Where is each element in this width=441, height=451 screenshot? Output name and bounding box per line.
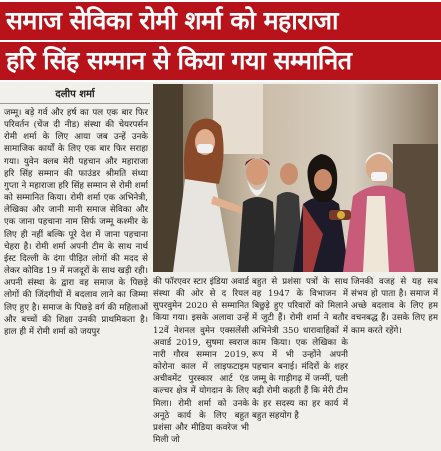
article-column-a <box>153 276 249 451</box>
article-column-c <box>351 276 438 451</box>
article-column-b <box>252 276 348 451</box>
article-column-left <box>4 107 148 451</box>
award-ceremony-illustration <box>153 84 438 272</box>
article-text-c: जिनकी वजह से यह सब संभव हो पाता है। समाज में अच्छे बदलाव के लिए हम वचनबद्ध हैं। उसके लिए हम काम करते रहेंगे। <box>351 277 438 336</box>
news-photo <box>153 84 438 272</box>
headline-line-1: समाज सेविका रोमी शर्मा को महाराजा <box>0 2 441 40</box>
article-text-left: जम्मू। बड़े गर्व और हर्ष का पल एक बार फिर परिवर्तन (चेंज दी नीड) संस्था की चेयरपर्सन रोमी शर्मा के लिए आया जब उन्हें उनके सामाजिक कार्यों के लिए एक बार फिर सराहा गया। युवेन क्लब मेरी पहचान और महाराजा हरि सिंह सम्मान की फाउंडर श्रीमति संध्या गुप्ता ने महाराजा हरि सिंह सम्मान से रोमी शर्मा को सम्मानित किया। रोमी शर्मा एक अभिनेत्री, लेखिका और जानी मानी समाज सेविका और एक जाना पहचाना नाम सिर्फ जम्मू कश्मीर के लिए ही नहीं बल्कि पूरे देश में जाना पहचाना चेहरा है। रोमी शर्मा अपनी टीम के साथ नार्थ ईस्ट दिल्ली के दंगा पीड़ित लोगों की मदद से लेकर कोविड 19 में मजदूरों के साथ खड़ी रही। अपनी संस्था के द्वारा वह समाज के पिछड़े लोगों की जिंदगीयों में बदलाव लाने का जिम्मा लिए हुए है। समाज के पिछड़े वर्ग की महिलाओं और बच्चों की शिक्षा उनकी प्राथमिकता है। हाल ही में रोमी शर्मा को जयपुर <box>4 108 148 337</box>
headline-block <box>0 0 441 82</box>
article-text-b: बहुत से प्रशंसा पत्रों के साथ वह 1947 के विभाजन में बिछुड़े हुए परिवारों को मिलाने में जुटी हैं। रोमी शर्मा ने बतौर अभिनेत्री 350 धारावाहिकों में काम किया। एक लेखिका के रूप में भी उन्होंने अपनी पहचान बनाई। मंदिरों के शहर जम्मू के गाड़ीगढ़ में जन्मीं, पली बढ़ी रोमी कहती हैं कि मेरी टीम के हर सदस्य का हर कार्य में बहुत सहयोग है <box>252 277 348 421</box>
byline: दलीप शर्मा <box>0 88 150 104</box>
article-text-a: की फॉरएवर स्टार इंडिया अवार्ड संस्था की ओर से द रियल सुपरवुमेन 2020 से सम्मानित किया गया। इसके अलावा उन्हें 12वें नेशनल वुमेन एक्सलेंसी अवार्ड 2019, सुषमा स्वराज नारी गौरव सम्मान 2019, कोरोना काल में लाइफटाइम अचीवमेंट पुरस्कार आर्ट एंड कल्चर क्षेत्र में योगदान के लिए मिला। रोमी शर्मा को उनके अनूठे कार्य के लिए बहुत प्रशंसा और मीडिया कवरेज भी मिली जो <box>153 277 249 446</box>
headline-line-2: हरि सिंह सम्मान से किया गया सम्मानित <box>0 42 441 80</box>
